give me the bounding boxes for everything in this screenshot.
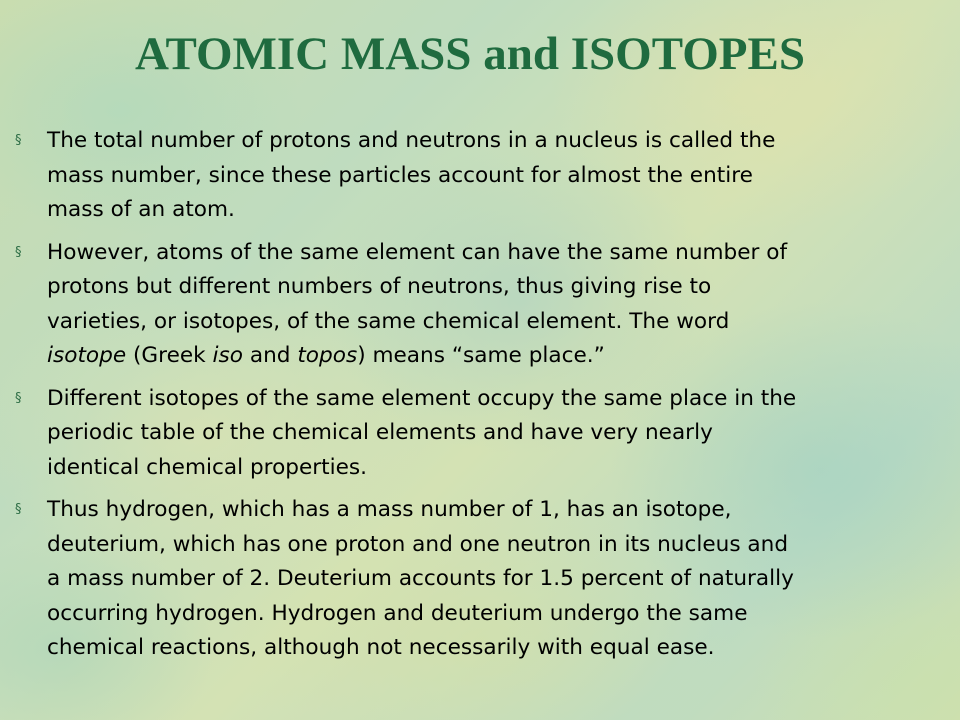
- bullet-text-line: identical chemical properties.: [47, 454, 368, 480]
- term-topos: topos: [297, 343, 358, 368]
- bullet-item-mass-number: [0, 124, 960, 228]
- bullet-text-line: mass number, since these particles account for almost the entire: [47, 162, 753, 188]
- bullet-item-hydrogen-deuterium: [0, 493, 960, 666]
- bullet-text-line: [47, 339, 960, 374]
- bullet-marker-icon: §: [15, 244, 22, 260]
- bullet-text-line: mass of an atom.: [47, 197, 235, 222]
- bullet-text-line: deuterium, which has one proton and one neutron in its nucleus and: [47, 531, 789, 557]
- bullet-item-isotopes-definition: [0, 236, 960, 374]
- text-fragment: (Greek: [126, 343, 213, 368]
- bullet-marker-icon: §: [15, 502, 22, 517]
- bullet-text-line: chemical reactions, although not necessarily with equal ease.: [47, 635, 715, 660]
- bullet-text-line: periodic table of the chemical elements and have very nearly: [47, 420, 713, 445]
- bullet-list: [0, 124, 960, 674]
- term-isotope: isotope: [47, 343, 127, 368]
- term-iso: iso: [212, 343, 243, 368]
- bullet-text-line: However, atoms of the same element can have the same number of: [47, 239, 788, 265]
- bullet-text-line: protons but different numbers of neutrons, thus giving rise to: [47, 274, 712, 299]
- bullet-text-line: varieties, or isotopes, of the same chemical element. The word: [47, 308, 730, 334]
- text-fragment: and: [242, 343, 298, 368]
- bullet-text-line: Different isotopes of the same element occupy the same place in the: [47, 385, 797, 411]
- bullet-text-line: a mass number of 2. Deuterium accounts for 1.5 percent of naturally: [47, 566, 794, 591]
- bullet-text-line: The total number of protons and neutrons in a nucleus is called the: [47, 128, 776, 153]
- bullet-item-periodic-table: [0, 382, 960, 486]
- bullet-text-line: Thus hydrogen, which has a mass number of 1, has an isotope,: [47, 497, 732, 522]
- slide-title: ATOMIC MASS and ISOTOPES: [135, 28, 805, 80]
- bullet-marker-icon: §: [15, 390, 22, 406]
- bullet-marker-icon: §: [15, 133, 22, 148]
- text-fragment: ) means “same place.”: [357, 343, 605, 368]
- bullet-text-line: occurring hydrogen. Hydrogen and deuterium undergo the same: [47, 600, 748, 626]
